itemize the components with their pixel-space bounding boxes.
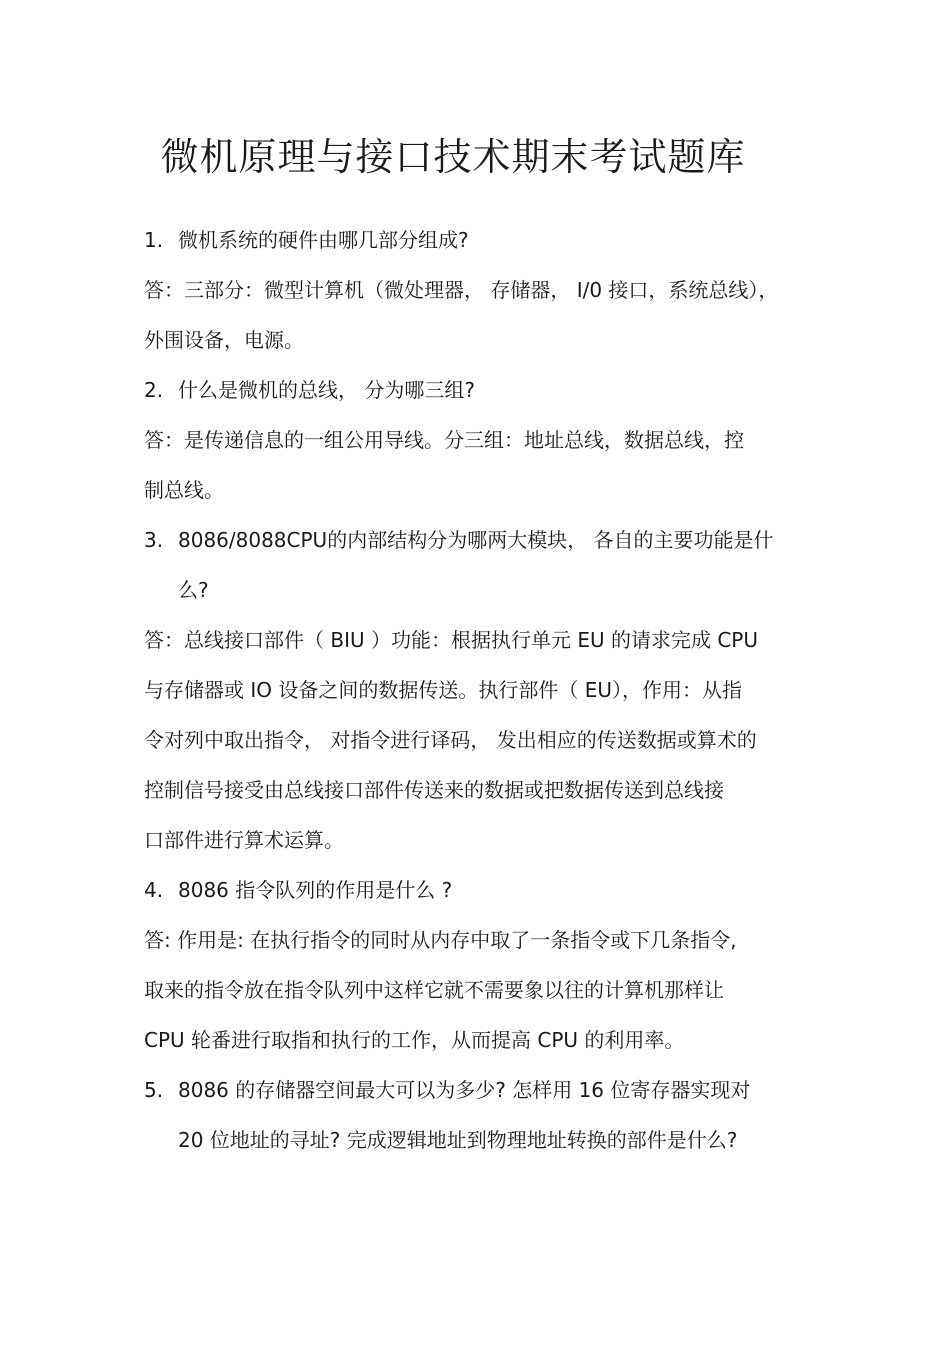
question-number: 4. [144,878,164,902]
question-number: 3. [144,528,164,552]
question-1 [144,226,469,254]
question-3 [144,526,774,554]
question-number: 2. [144,378,164,402]
question-number: 5. [144,1078,164,1102]
answer-1-line-1: 答：三部分：微型计算机（微处理器， 存储器， I/0 接口，系统总线）， [144,278,779,302]
answer-2-line-1: 答：是传递信息的一组公用导线。分三组：地址总线，数据总线，控 [144,428,744,452]
answer-4-line-2: 取来的指令放在指令队列中这样它就不需要象以往的计算机那样让 [144,978,724,1002]
question-text: 8086 的存储器空间最大可以为多少? 怎样用 16 位寄存器实现对 [178,1078,751,1102]
page-title: 微机原理与接口技术期末考试题库 [160,135,746,179]
question-text: 8086/8088CPU的内部结构分为哪两大模块， 各自的主要功能是什 [178,528,774,552]
answer-1-line-2: 外围设备，电源。 [144,328,304,352]
answer-3-line-2: 与存储器或 IO 设备之间的数据传送。执行部件（ EU），作用：从指 [144,678,742,702]
question-5-line-2: 20 位地址的寻址? 完成逻辑地址到物理地址转换的部件是什么? [178,1128,738,1152]
question-5 [144,1076,750,1104]
answer-2-line-2: 制总线。 [144,478,224,502]
question-4 [144,876,452,904]
answer-4-line-3: CPU 轮番进行取指和执行的工作，从而提高 CPU 的利用率。 [144,1028,685,1052]
question-text: 8086 指令队列的作用是什么 ? [178,878,453,902]
question-3-line-2: 么? [178,578,209,602]
answer-3-line-5: 口部件进行算术运算。 [144,828,344,852]
question-text: 微机系统的硬件由哪几部分组成? [178,228,469,252]
answer-3-line-4: 控制信号接受由总线接口部件传送来的数据或把数据传送到总线接 [144,778,724,802]
answer-3-line-3: 令对列中取出指令， 对指令进行译码， 发出相应的传送数据或算术的 [144,728,757,752]
answer-4-line-1: 答: 作用是: 在执行指令的同时从内存中取了一条指令或下几条指令, [144,928,737,952]
question-number: 1. [144,228,164,252]
answer-3-line-1: 答：总线接口部件（ BIU ）功能：根据执行单元 EU 的请求完成 CPU [144,628,758,652]
question-text: 什么是微机的总线， 分为哪三组? [178,378,475,402]
question-2 [144,376,475,404]
